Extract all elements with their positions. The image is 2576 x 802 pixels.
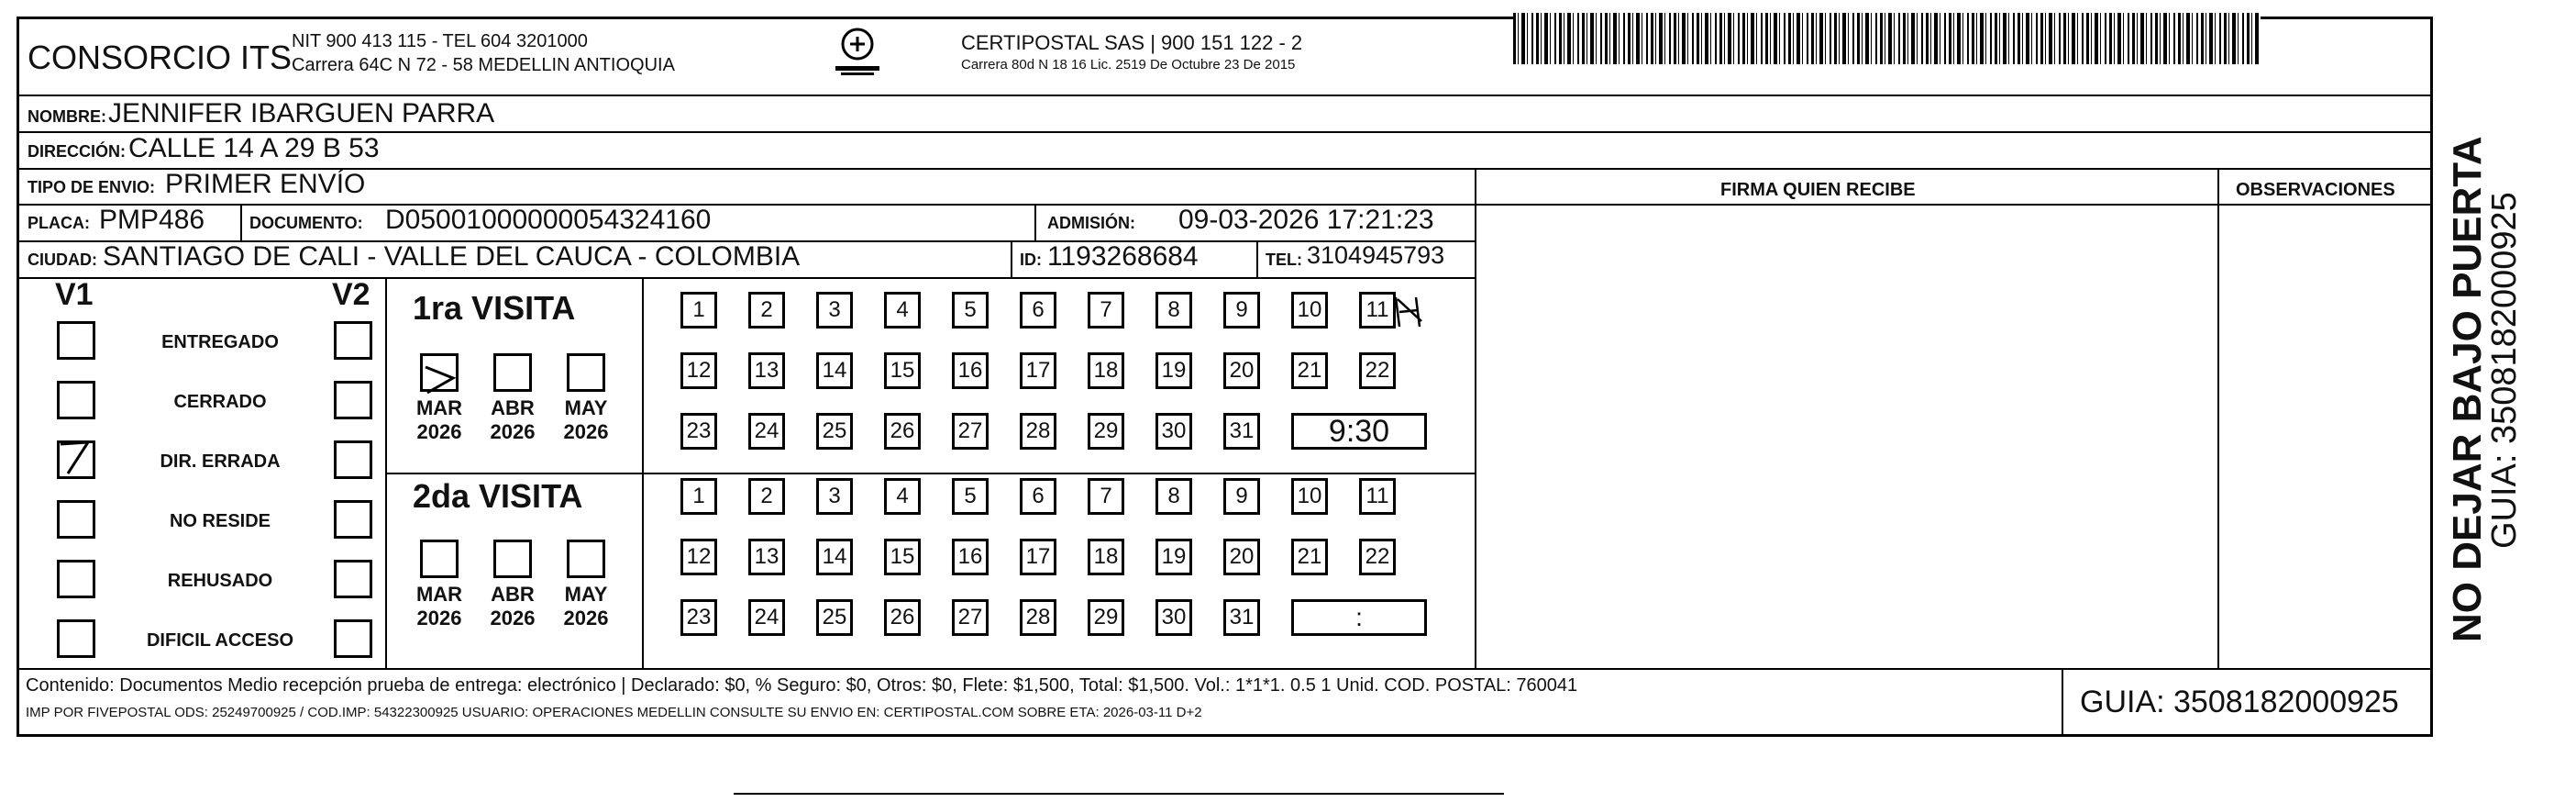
divider bbox=[734, 793, 1504, 795]
id-label: ID: bbox=[1020, 251, 1042, 269]
status-label: DIR. ERRADA bbox=[160, 451, 281, 472]
month-checkbox-may[interactable] bbox=[567, 540, 605, 578]
day-box[interactable]: 24 bbox=[748, 599, 785, 636]
documento-label: DOCUMENTO: bbox=[249, 214, 363, 232]
day-box[interactable]: 15 bbox=[884, 539, 921, 575]
v1-checkbox-1[interactable] bbox=[57, 321, 95, 360]
time-box[interactable]: : bbox=[1291, 599, 1427, 636]
tel-value: 3104945793 bbox=[1307, 241, 1445, 269]
day-box[interactable]: 19 bbox=[1155, 539, 1192, 575]
v2-checkbox-2[interactable] bbox=[334, 381, 372, 419]
status-label: CERRADO bbox=[173, 392, 267, 412]
v2-checkbox-1[interactable] bbox=[334, 321, 372, 360]
day-box[interactable]: 24 bbox=[748, 413, 785, 450]
day-box[interactable]: 21 bbox=[1291, 352, 1328, 389]
day-box[interactable]: 4 bbox=[884, 478, 921, 515]
divider bbox=[17, 668, 2433, 670]
day-box[interactable]: 5 bbox=[952, 292, 989, 329]
v2-checkbox-6[interactable] bbox=[334, 619, 372, 658]
day-box[interactable]: 5 bbox=[952, 478, 989, 515]
side-guia: GUIA: 3508182000925 bbox=[2485, 192, 2524, 549]
tel-label: TEL: bbox=[1266, 251, 1302, 269]
nit-line: NIT 900 413 115 - TEL 604 3201000 bbox=[292, 31, 588, 51]
placa-label: PLACA: bbox=[28, 214, 90, 232]
ciudad-label: CIUDAD: bbox=[28, 251, 97, 269]
month-checkbox-abr[interactable] bbox=[493, 540, 532, 578]
documento-value: D05001000000054324160 bbox=[385, 205, 712, 235]
day-box[interactable]: 8 bbox=[1155, 478, 1192, 515]
year-label: 2026 bbox=[490, 607, 536, 629]
status-label: NO RESIDE bbox=[169, 511, 271, 531]
day-box[interactable]: 7 bbox=[1088, 478, 1124, 515]
divider bbox=[1475, 204, 2433, 206]
month-label: MAR bbox=[415, 583, 463, 606]
nombre-label: NOMBRE: bbox=[28, 107, 106, 126]
status-label: DIFICIL ACCESO bbox=[146, 630, 293, 651]
day-box[interactable]: 28 bbox=[1020, 413, 1056, 450]
divider bbox=[1475, 168, 1476, 668]
day-box[interactable]: 9 bbox=[1223, 478, 1260, 515]
carrier-line: CERTIPOSTAL SAS | 900 151 122 - 2 bbox=[961, 31, 1303, 54]
checkmark-icon bbox=[422, 362, 459, 398]
status-label: REHUSADO bbox=[167, 571, 273, 591]
imp-line: IMP POR FIVEPOSTAL ODS: 25249700925 / COD.IMP: 54322300925 USUARIO: OPERACIONES MEDELLIN CONSULTE SU ENVIO EN: CERTIPOSTAL.COM SOBRE ETA: 2026-03-11 D+2 bbox=[26, 705, 1202, 720]
content-line: Contenido: Documentos Medio recepción prueba de entrega: electrónico | Declarado: $0, % Seguro: $0, Otros: $0, Flete: $1,500, Total: $1,500. Vol.: 1*1*1. 0.5 1 Unid. COD. POSTAL: 760041 bbox=[26, 675, 1578, 696]
admision-value: 09-03-2026 17:21:23 bbox=[1178, 205, 1434, 235]
second-visit-label: 2da VISITA bbox=[413, 477, 583, 515]
v1-checkbox-5[interactable] bbox=[57, 560, 95, 598]
day-box[interactable]: 15 bbox=[884, 352, 921, 389]
day-box[interactable]: 11 bbox=[1359, 292, 1396, 329]
id-value: 1193268684 bbox=[1047, 241, 1199, 272]
v1-checkbox-6[interactable] bbox=[57, 619, 95, 658]
day-box[interactable]: 25 bbox=[816, 413, 853, 450]
day-box[interactable]: 19 bbox=[1155, 352, 1192, 389]
ciudad-value: SANTIAGO DE CALI - VALLE DEL CAUCA - COLOMBIA bbox=[103, 241, 801, 272]
day-box[interactable]: 27 bbox=[952, 599, 989, 636]
v2-checkbox-3[interactable] bbox=[334, 440, 372, 479]
year-label: 2026 bbox=[563, 607, 609, 629]
address-line: Carrera 64C N 72 - 58 MEDELLIN ANTIOQUIA bbox=[292, 55, 675, 75]
day-box[interactable]: 17 bbox=[1020, 539, 1056, 575]
day-box[interactable]: 31 bbox=[1223, 599, 1260, 636]
day-box[interactable]: 3 bbox=[816, 292, 853, 329]
status-label: ENTREGADO bbox=[161, 332, 279, 352]
day-box[interactable]: 16 bbox=[952, 352, 989, 389]
day-box[interactable]: 26 bbox=[884, 413, 921, 450]
day-box[interactable]: 30 bbox=[1155, 599, 1192, 636]
company-name: CONSORCIO ITS bbox=[28, 39, 293, 76]
year-label: 2026 bbox=[490, 420, 536, 443]
month-label: MAY bbox=[564, 583, 608, 606]
day-box[interactable]: 23 bbox=[680, 413, 717, 450]
day-box[interactable]: 3 bbox=[816, 478, 853, 515]
year-label: 2026 bbox=[416, 607, 462, 629]
day-box[interactable]: 10 bbox=[1291, 478, 1328, 515]
v2-label: V2 bbox=[332, 277, 370, 312]
day-box[interactable]: 13 bbox=[748, 352, 785, 389]
divider bbox=[240, 204, 242, 240]
checkmark-icon bbox=[57, 439, 94, 475]
day-box[interactable]: 8 bbox=[1155, 292, 1192, 329]
day-box[interactable]: 28 bbox=[1020, 599, 1056, 636]
admision-label: ADMISIÓN: bbox=[1047, 214, 1135, 232]
day-box[interactable]: 20 bbox=[1223, 352, 1260, 389]
v2-checkbox-5[interactable] bbox=[334, 560, 372, 598]
day-box[interactable]: 11 bbox=[1359, 478, 1396, 515]
tipo-value: PRIMER ENVÍO bbox=[165, 169, 366, 199]
day-box[interactable]: 4 bbox=[884, 292, 921, 329]
day-box[interactable]: 6 bbox=[1020, 478, 1056, 515]
divider bbox=[385, 473, 1475, 474]
month-checkbox-may[interactable] bbox=[567, 353, 605, 392]
carrier-logo-icon bbox=[830, 26, 885, 77]
day-box[interactable]: 22 bbox=[1359, 352, 1396, 389]
day-box[interactable]: 18 bbox=[1088, 539, 1124, 575]
no-dejar-bajo-puerta: NO DEJAR BAJO PUERTA bbox=[2445, 136, 2490, 642]
day-box[interactable]: 7 bbox=[1088, 292, 1124, 329]
month-checkbox-mar[interactable] bbox=[420, 540, 459, 578]
day-box[interactable]: 2 bbox=[748, 478, 785, 515]
day-box[interactable]: 16 bbox=[952, 539, 989, 575]
firma-header: FIRMA QUIEN RECIBE bbox=[1720, 180, 1916, 200]
footer-guia: GUIA: 3508182000925 bbox=[2080, 685, 2399, 719]
day-box[interactable]: 10 bbox=[1291, 292, 1328, 329]
day-box[interactable]: 20 bbox=[1223, 539, 1260, 575]
day-box[interactable]: 14 bbox=[816, 539, 853, 575]
month-label: MAY bbox=[564, 396, 608, 419]
day-box[interactable]: 1 bbox=[680, 292, 717, 329]
divider bbox=[1256, 240, 1258, 277]
day-box[interactable]: 31 bbox=[1223, 413, 1260, 450]
day-box[interactable]: 12 bbox=[680, 352, 717, 389]
observaciones-header: OBSERVACIONES bbox=[2236, 180, 2395, 200]
v1-label: V1 bbox=[55, 277, 94, 312]
direccion-value: CALLE 14 A 29 B 53 bbox=[128, 133, 380, 163]
year-label: 2026 bbox=[416, 420, 462, 443]
month-label: MAR bbox=[415, 396, 463, 419]
day-box[interactable]: 9 bbox=[1223, 292, 1260, 329]
direccion-label: DIRECCIÓN: bbox=[28, 142, 126, 161]
time-box[interactable]: 9:30 bbox=[1291, 413, 1427, 450]
month-checkbox-abr[interactable] bbox=[493, 353, 532, 392]
day-box[interactable]: 18 bbox=[1088, 352, 1124, 389]
placa-value: PMP486 bbox=[99, 205, 205, 235]
day-box[interactable]: 25 bbox=[816, 599, 853, 636]
day-box[interactable]: 12 bbox=[680, 539, 717, 575]
month-label: ABR bbox=[491, 583, 535, 606]
day-box[interactable]: 13 bbox=[748, 539, 785, 575]
day-box[interactable]: 21 bbox=[1291, 539, 1328, 575]
day-box[interactable]: 27 bbox=[952, 413, 989, 450]
carrier-address: Carrera 80d N 18 16 Lic. 2519 De Octubre 23 De 2015 bbox=[961, 57, 1296, 72]
day-box[interactable]: 22 bbox=[1359, 539, 1396, 575]
divider bbox=[17, 277, 1475, 279]
day-box[interactable]: 1 bbox=[680, 478, 717, 515]
divider bbox=[2062, 668, 2063, 737]
year-label: 2026 bbox=[563, 420, 609, 443]
cross-mark-icon bbox=[1390, 294, 1427, 330]
v1-checkbox-2[interactable] bbox=[57, 381, 95, 419]
v2-checkbox-4[interactable] bbox=[334, 500, 372, 539]
day-box[interactable]: 6 bbox=[1020, 292, 1056, 329]
divider bbox=[1011, 240, 1012, 277]
day-box[interactable]: 30 bbox=[1155, 413, 1192, 450]
day-box[interactable]: 29 bbox=[1088, 599, 1124, 636]
divider bbox=[2217, 168, 2219, 668]
first-visit-label: 1ra VISITA bbox=[413, 289, 576, 327]
barcode bbox=[1513, 13, 2261, 64]
v1-checkbox-4[interactable] bbox=[57, 500, 95, 539]
tipo-label: TIPO DE ENVIO: bbox=[28, 178, 156, 196]
month-label: ABR bbox=[491, 396, 535, 419]
day-box[interactable]: 26 bbox=[884, 599, 921, 636]
divider bbox=[1034, 204, 1036, 240]
day-box[interactable]: 23 bbox=[680, 599, 717, 636]
day-box[interactable]: 17 bbox=[1020, 352, 1056, 389]
divider bbox=[17, 168, 2433, 170]
day-box[interactable]: 2 bbox=[748, 292, 785, 329]
divider bbox=[17, 95, 2433, 96]
nombre-value: JENNIFER IBARGUEN PARRA bbox=[108, 98, 495, 128]
day-box[interactable]: 14 bbox=[816, 352, 853, 389]
day-box[interactable]: 29 bbox=[1088, 413, 1124, 450]
